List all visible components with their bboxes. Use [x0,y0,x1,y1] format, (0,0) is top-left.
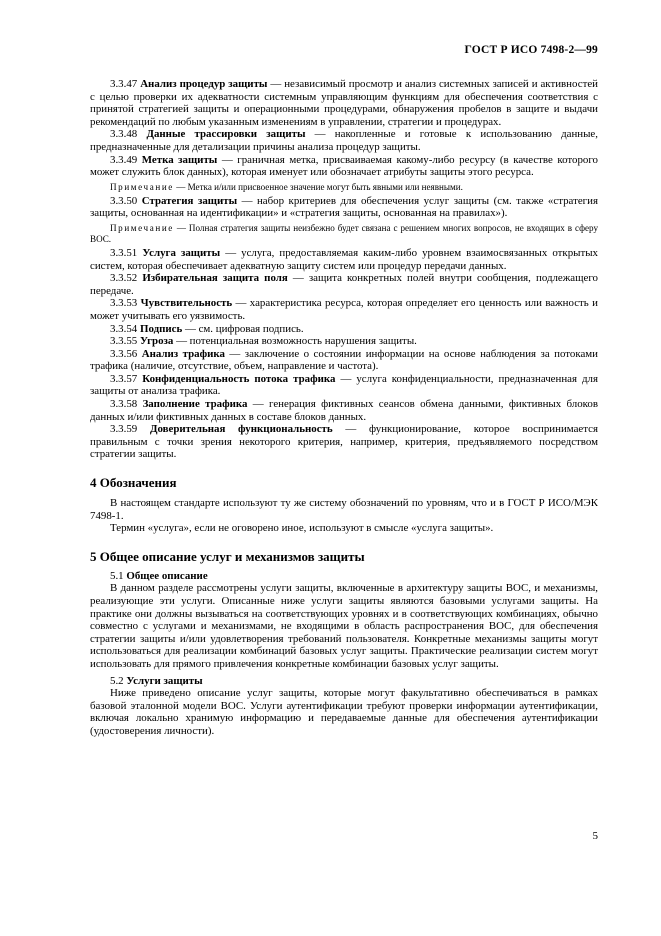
term: Чувствительность [140,297,233,310]
term: Анализ процедур защиты [140,78,268,90]
term: Заполнение трафика [142,398,248,411]
entry-3-3-57: 3.3.57 Конфиденциальность потока трафика — услуга конфиденциальности, предназначенная для защиты от анализа трафика. [90,372,598,398]
entry-3-3-59: 3.3.59 Доверительная функциональность — функционирование, которое воспринимается правильным с точки зрения некоторого критерия, например, критерия, предъявляемого посредством стратегии защиты. [90,423,598,461]
term: Данные трассировки защиты [146,128,306,141]
term: Подпись [139,322,183,335]
term: Метка защиты [141,153,218,166]
note-2: Примечание — Полная стратегия защиты неизбежно будет связана с решением многих вопросов, не входящих в сферу ВОС. [90,222,598,244]
entry-3-3-49: 3.3.49 Метка защиты — граничная метка, присваиваемая какому-либо ресурсу (в качестве которого может служить блок данных), которая именует или обозначает атрибуты защиты этого ресурса. [90,153,598,179]
section-5-title: 5 Общее описание услуг и механизмов защиты [90,548,365,564]
term: Стратегия защиты [141,194,238,207]
entry-3-3-51: 3.3.51 Услуга защиты — услуга, предоставляемая каким-либо уровнем взаимосвязанных открытых систем, которая обеспечивает адекватную защиту систем или процедур передачи данных. [90,246,598,272]
section-4-paragraph-1: В настоящем стандарте используют ту же систему обозначений по уровням, что и в ГОСТ Р ИСО/МЭК 7498-1. [90,497,598,522]
term: Угроза [139,335,174,348]
entry-3-3-54: 3.3.54 Подпись — см. цифровая подпись. [110,322,304,335]
section-4-title: 4 Обозначения [90,475,177,491]
entry-3-3-52: 3.3.52 Избирательная защита поля — защита конкретных полей внутри сообщения, подлежащего передаче. [90,272,598,297]
entry-3-3-47: 3.3.47 Анализ процедур защиты — независимый просмотр и анализ системных записей и активностей с целью проверки их адекватности системным управляющим функциям для обеспечения соответствия с принятой стратегией защиты и операционными процедурами, обнаружения пробелов в защите и выдачи рекомендаций по любым указанным изменениям в управлении, стратегии и процедурах. [90,78,598,128]
subsection-5-2-text: Ниже приведено описание услуг защиты, которые могут факультативно обеспечиваться в рамках базовой эталонной модели ВОС. Услуги аутентификации требуют проверки информации аутентификации, включая локально хранимую информацию и передаваемые данные для обеспечения аутентификации (удостоверения личности). [90,687,598,737]
entry-3-3-53: 3.3.53 Чувствительность — характеристика ресурса, которая определяет его ценность или важность и может учитывать его уязвимость. [90,297,598,322]
term: Доверительная функциональность [149,423,333,436]
subsection-5-2-title: 5.2 Услуги защиты [110,674,203,687]
entry-3-3-56: 3.3.56 Анализ трафика — заключение о состоянии информации на основе наблюдения за потоками трафика (наличие, отсутствие, объем, направление и частота). [90,347,598,373]
subsection-5-1-title: 5.1 Общее описание [110,569,208,582]
page-body [90,78,598,738]
term: Анализ трафика [141,347,225,360]
page-number: 5 [592,830,598,842]
entry-3-3-50: 3.3.50 Стратегия защиты — набор критериев для обеспечения услуг защиты (см. также «стратегия защиты, основанная на идентификации» и «стратегия защиты, основанная на правилах»). [90,194,598,220]
document-header: ГОСТ Р ИСО 7498-2—99 [464,44,598,56]
subsection-5-1-text: В данном разделе рассмотрены услуги защиты, включенные в архитектуру защиты ВОС, и механизмы, реализующие эти услуги. Описанные ниже услуги защиты являются базовыми услугами защиты. На практике они должны вызываться на соответствующих уровнях и в соответствующих комбинациях, обычно совместно с услугами и механизмами, не входящими в область распространения ВОС, для обеспечения стратегии защиты и/или удовлетворения требований пользователя. Конкретные механизмы защиты могут использоваться для реализации комбинаций базовых услуг защиты. Практические реализации систем могут использовать для прямого привлечения конкретные комбинации базовых услуг защиты. [90,582,598,670]
term: Услуга защиты [142,246,221,259]
section-4-paragraph-2: Термин «услуга», если не оговорено иное, используют в смысле «услуга защиты». [110,522,494,535]
entry-3-3-48: 3.3.48 Данные трассировки защиты — накопленные и готовые к использованию данные, предназначенные для детализации причины анализа процедур защиты. [90,128,598,153]
entry-3-3-55: 3.3.55 Угроза — потенциальная возможность нарушения защиты. [110,335,417,348]
note-1: Примечание — Метка и/или присвоенное значение могут быть явными или неявными. [110,181,463,192]
term: Избирательная защита поля [142,272,288,285]
entry-3-3-58: 3.3.58 Заполнение трафика — генерация фиктивных сеансов обмена данными, фиктивных блоков данных и/или фиктивных данных в составе блоков данных. [90,398,598,423]
term: Конфиденциальность потока трафика [142,372,336,385]
